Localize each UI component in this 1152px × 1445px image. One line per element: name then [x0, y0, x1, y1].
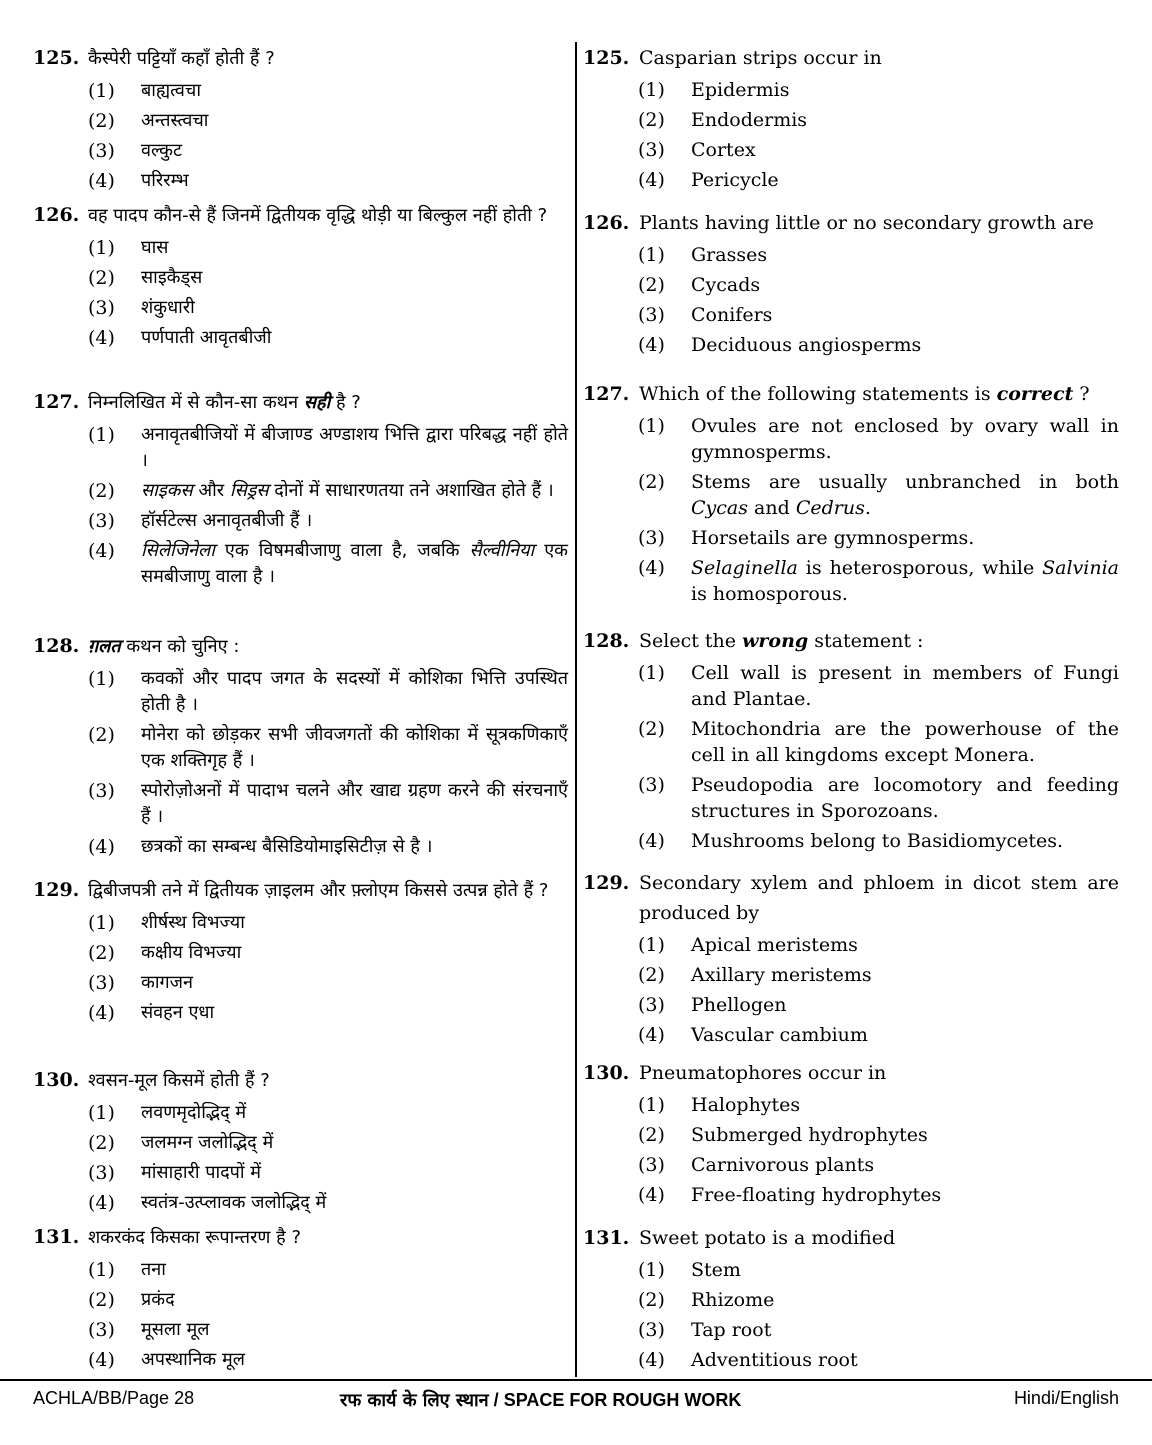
genus-name: Cedrus — [795, 497, 865, 519]
option — [88, 235, 568, 261]
option-text: Horsetails are gymnosperms. — [691, 527, 975, 549]
genus-name: सिड्रस — [229, 480, 269, 501]
option-text: कक्षीय विभज्या — [141, 942, 242, 963]
option-text: बाह्यत्वचा — [141, 80, 201, 101]
option-number: (1) — [88, 668, 115, 690]
emphasis-word: correct — [996, 383, 1074, 405]
option — [88, 778, 568, 830]
option-number: (1) — [88, 1259, 115, 1281]
option-text: Stem — [691, 1259, 741, 1281]
question-text: वह पादप कौन-से हैं जिनमें द्वितीयक वृद्धि थोड़ी या बिल्कुल नहीं होती ? — [88, 205, 548, 226]
option-text: तना — [141, 1259, 166, 1280]
option — [88, 538, 568, 590]
option-text: संवहन एधा — [141, 1002, 215, 1023]
question-number: 126. — [583, 212, 630, 234]
genus-name: सैल्वीनिया — [469, 540, 535, 561]
option-number: (4) — [88, 1192, 115, 1214]
question-number: 125. — [33, 47, 80, 69]
question-text — [639, 379, 1119, 409]
option-text: मोनेरा को छोड़कर सभी जीवजगतों की कोशिका में सूत्रकणिकाएँ एक शक्तिगृह हैं । — [141, 724, 568, 771]
option — [88, 78, 568, 104]
option-number: (2) — [638, 718, 665, 740]
option-text: Ovules are not enclosed by ovary wall in gymnosperms. — [691, 415, 1119, 463]
option-text: Tap root — [691, 1319, 772, 1341]
option-text: कवकों और पादप जगत के सदस्यों में कोशिका भित्ति उपस्थित होती है । — [141, 668, 568, 715]
option-number: (1) — [88, 80, 115, 102]
option-text: प्रकंद — [141, 1289, 175, 1310]
option-number: (2) — [88, 1132, 115, 1154]
option-text: Mushrooms belong to Basidiomycetes. — [691, 830, 1064, 852]
question-125-hi — [33, 44, 568, 194]
genus-name: साइकस — [141, 480, 193, 501]
option-text: शीर्षस्थ विभज्या — [141, 912, 245, 933]
question-text — [88, 632, 568, 662]
genus-name: Cycas — [691, 497, 748, 519]
rough-work-label — [340, 1388, 820, 1412]
question-128-en — [583, 626, 1119, 854]
option — [638, 242, 1119, 268]
question-number: 128. — [583, 630, 630, 652]
option-number: (1) — [88, 424, 115, 446]
option-text: कागजन — [141, 972, 193, 993]
option-text: Free-floating hydrophytes — [691, 1184, 942, 1206]
option — [88, 1130, 568, 1156]
option-text: लवणमृदोद्भिद् में — [141, 1102, 247, 1123]
option-text-part: और — [192, 480, 230, 501]
question-number: 130. — [33, 1069, 80, 1091]
option — [88, 1100, 568, 1126]
question-text: Plants having little or no secondary growth are — [639, 212, 1094, 234]
option-number: (2) — [88, 724, 115, 746]
question-126-en — [583, 208, 1119, 358]
separator: / — [488, 1390, 504, 1410]
genus-name: Selaginella — [691, 557, 798, 579]
option-number: (1) — [638, 662, 665, 684]
option-number: (4) — [88, 836, 115, 858]
question-number: 129. — [33, 879, 80, 901]
option — [638, 555, 1119, 607]
option — [88, 1160, 568, 1186]
option — [638, 1182, 1119, 1208]
option — [88, 940, 568, 966]
emphasis-word: ग़लत — [88, 636, 121, 657]
option-text-part: . — [864, 497, 871, 519]
option — [638, 1257, 1119, 1283]
option — [88, 1190, 568, 1216]
option-text: स्पोरोज़ोअनों में पादाभ चलने और खाद्य ग्रहण करने की संरचनाएँ हैं । — [141, 780, 568, 827]
option-number: (1) — [638, 934, 665, 956]
option-number: (2) — [638, 274, 665, 296]
option-text-part: एक विषमबीजाणु वाला है, जबकि — [214, 540, 470, 561]
option-text: Grasses — [691, 244, 768, 266]
option — [88, 168, 568, 194]
option-text-part: एक समबीजाणु वाला है । — [141, 540, 569, 587]
option-number: (3) — [638, 1154, 665, 1176]
genus-name: सिलेजिनेला — [141, 540, 215, 561]
option-text: स्वतंत्र-उत्प्लावक जलोद्भिद् में — [141, 1192, 327, 1213]
question-number: 131. — [583, 1227, 630, 1249]
language-label: Hindi/English — [1013, 1388, 1119, 1408]
option-number: (4) — [88, 170, 115, 192]
option-text: Apical meristems — [691, 934, 858, 956]
option-text-part: is homosporous. — [691, 583, 848, 605]
option — [88, 295, 568, 321]
option — [88, 478, 568, 504]
option — [638, 137, 1119, 163]
option-number: (2) — [638, 964, 665, 986]
option-text-part: is heterosporous, while — [797, 557, 1043, 579]
option-text: Deciduous angiosperms — [691, 334, 922, 356]
option-number: (4) — [88, 540, 115, 562]
option-number: (1) — [638, 244, 665, 266]
option-number: (3) — [638, 139, 665, 161]
option-number: (4) — [638, 1024, 665, 1046]
option-number: (4) — [88, 1002, 115, 1024]
option-number: (2) — [88, 942, 115, 964]
option-number: (4) — [88, 1349, 115, 1371]
option-number: (1) — [638, 1094, 665, 1116]
footer-divider — [0, 1379, 1152, 1381]
emphasis-word: wrong — [742, 630, 809, 652]
option-text: Cycads — [691, 274, 761, 296]
option — [638, 413, 1119, 465]
option — [638, 772, 1119, 824]
option-text: अपस्थानिक मूल — [141, 1349, 245, 1370]
option — [88, 265, 568, 291]
question-number: 126. — [33, 204, 80, 226]
option — [88, 1000, 568, 1026]
question-129-en — [583, 868, 1119, 1048]
option — [638, 167, 1119, 193]
option — [638, 302, 1119, 328]
option-number: (3) — [638, 304, 665, 326]
option — [638, 1022, 1119, 1048]
option-number: (4) — [638, 334, 665, 356]
option-number: (4) — [638, 1349, 665, 1371]
option-text: घास — [141, 237, 169, 258]
option-number: (2) — [88, 267, 115, 289]
rough-work-label-english: SPACE FOR ROUGH WORK — [503, 1390, 742, 1410]
option — [638, 107, 1119, 133]
option-number: (4) — [638, 830, 665, 852]
question-125-en — [583, 43, 1119, 193]
question-number: 131. — [33, 1226, 80, 1248]
option — [88, 1257, 568, 1283]
option — [638, 1152, 1119, 1178]
option-text: Pseudopodia are locomotory and feeding structures in Sporozoans. — [691, 774, 1119, 822]
option-text: Adventitious root — [691, 1349, 858, 1371]
option — [88, 722, 568, 774]
option-text: पर्णपाती आवृतबीजी — [141, 327, 272, 348]
option-text: Submerged hydrophytes — [691, 1124, 928, 1146]
option — [88, 1347, 568, 1373]
option-text — [141, 538, 568, 590]
question-130-hi — [33, 1066, 568, 1216]
option-text: Axillary meristems — [691, 964, 872, 986]
option-text — [141, 478, 568, 504]
question-129-hi — [33, 876, 568, 1026]
option — [88, 666, 568, 718]
question-number: 125. — [583, 47, 630, 69]
question-text-part: कथन को चुनिए : — [120, 636, 240, 657]
option-text: Phellogen — [691, 994, 787, 1016]
option-number: (3) — [638, 774, 665, 796]
option-number: (3) — [88, 780, 115, 802]
option — [88, 1317, 568, 1343]
option — [88, 910, 568, 936]
option-text: हॉर्सटेल्स अनावृतबीजी हैं । — [141, 510, 313, 531]
option-text: साइकैड्स — [141, 267, 203, 288]
option — [638, 1287, 1119, 1313]
option-text — [691, 555, 1119, 607]
question-text — [639, 626, 1119, 656]
option — [638, 272, 1119, 298]
question-127-en — [583, 379, 1119, 607]
question-number: 127. — [33, 391, 80, 413]
option — [638, 469, 1119, 521]
option-number: (3) — [638, 527, 665, 549]
option-text: परिरम्भ — [141, 170, 189, 191]
option-text: Pericycle — [691, 169, 779, 191]
option-text — [691, 469, 1119, 521]
option-text: Cell wall is present in members of Fungi and Plantae. — [691, 662, 1119, 710]
question-text-part: Select the — [639, 630, 743, 652]
option — [638, 1317, 1119, 1343]
question-128-hi — [33, 632, 568, 860]
question-text: Pneumatophores occur in — [639, 1062, 887, 1084]
option-number: (2) — [88, 110, 115, 132]
option — [638, 660, 1119, 712]
option-number: (3) — [638, 1319, 665, 1341]
option-text: Conifers — [691, 304, 773, 326]
option-text: अनावृतबीजियों में बीजाण्ड अण्डाशय भित्ति द्वारा परिबद्ध नहीं होते । — [141, 424, 568, 471]
option — [638, 1092, 1119, 1118]
question-number: 128. — [33, 635, 80, 657]
option-number: (2) — [638, 1289, 665, 1311]
option-text: अन्तस्त्वचा — [141, 110, 209, 131]
genus-name: Salvinia — [1042, 557, 1119, 579]
question-text-part: Which of the following statements is — [639, 383, 997, 405]
option — [88, 970, 568, 996]
option-text: Epidermis — [691, 79, 790, 101]
option-number: (3) — [88, 1162, 115, 1184]
question-127-hi — [33, 388, 568, 590]
question-126-hi — [33, 201, 568, 351]
question-130-en — [583, 1058, 1119, 1208]
option-number: (3) — [88, 972, 115, 994]
option — [88, 834, 568, 860]
question-131-hi — [33, 1223, 568, 1373]
option-number: (3) — [88, 140, 115, 162]
question-text: श्वसन-मूल किसमें होती हैं ? — [88, 1070, 270, 1091]
question-number: 130. — [583, 1062, 630, 1084]
option-number: (4) — [638, 169, 665, 191]
option-text: वल्कुट — [141, 140, 183, 161]
option-number: (3) — [88, 510, 115, 532]
option — [638, 525, 1119, 551]
option-text-part: Stems are usually unbranched in both — [691, 471, 1119, 493]
question-number: 129. — [583, 872, 630, 894]
question-text: शकरकंद किसका रूपान्तरण है ? — [88, 1227, 301, 1248]
option-text: Mitochondria are the powerhouse of the cell in all kingdoms except Monera. — [691, 718, 1119, 766]
option-number: (2) — [638, 109, 665, 131]
option-text: Rhizome — [691, 1289, 775, 1311]
question-text: कैस्पेरी पट्टियाँ कहाँ होती हैं ? — [88, 48, 275, 69]
question-text-part: है ? — [330, 392, 361, 413]
option — [88, 138, 568, 164]
question-text: Sweet potato is a modified — [639, 1227, 896, 1249]
option-text: छत्रकों का सम्बन्ध बैसिडियोमाइसिटीज़ से है । — [141, 836, 433, 857]
option-number: (4) — [88, 327, 115, 349]
option — [88, 1287, 568, 1313]
option — [88, 508, 568, 534]
option-text: शंकुधारी — [141, 297, 195, 318]
option-number: (4) — [638, 1184, 665, 1206]
option — [638, 716, 1119, 768]
question-number: 127. — [583, 383, 630, 405]
page-id: ACHLA/BB/Page 28 — [33, 1388, 195, 1408]
option — [638, 1347, 1119, 1373]
option-text: Endodermis — [691, 109, 808, 131]
option-text: Cortex — [691, 139, 756, 161]
option-text-part: दोनों में साधारणतया तने अशाखित होते हैं । — [268, 480, 554, 501]
option-text: Halophytes — [691, 1094, 801, 1116]
option-number: (2) — [638, 471, 665, 493]
option — [638, 962, 1119, 988]
option-number: (3) — [88, 297, 115, 319]
column-divider — [575, 42, 577, 1377]
question-text: Casparian strips occur in — [639, 47, 882, 69]
option — [88, 108, 568, 134]
option — [638, 828, 1119, 854]
question-text: Secondary xylem and phloem in dicot stem are produced by — [639, 872, 1119, 924]
option-text: मूसला मूल — [141, 1319, 210, 1340]
option-number: (1) — [638, 415, 665, 437]
option-number: (3) — [88, 1319, 115, 1341]
option-number: (2) — [88, 1289, 115, 1311]
option-text: Vascular cambium — [691, 1024, 868, 1046]
option — [638, 932, 1119, 958]
option-number: (1) — [88, 1102, 115, 1124]
option-number: (1) — [88, 912, 115, 934]
option-text: Carnivorous plants — [691, 1154, 875, 1176]
option — [638, 77, 1119, 103]
option-number: (3) — [638, 994, 665, 1016]
option-number: (1) — [638, 1259, 665, 1281]
option — [638, 332, 1119, 358]
option — [88, 422, 568, 474]
option — [638, 1122, 1119, 1148]
option-number: (1) — [638, 79, 665, 101]
option-number: (4) — [638, 557, 665, 579]
question-text-part: statement : — [808, 630, 924, 652]
option-text: मांसाहारी पादपों में — [141, 1162, 262, 1183]
question-text — [88, 388, 568, 418]
question-text-part: निम्नलिखित में से कौन-सा कथन — [88, 392, 304, 413]
emphasis-word: सही — [303, 392, 331, 413]
option — [638, 992, 1119, 1018]
option-number: (2) — [88, 480, 115, 502]
option-number: (2) — [638, 1124, 665, 1146]
question-text-part: ? — [1073, 383, 1090, 405]
option-text-part: and — [748, 497, 796, 519]
option — [88, 325, 568, 351]
question-text: द्विबीजपत्री तने में द्वितीयक ज़ाइलम और फ़्लोएम किससे उत्पन्न होते हैं ? — [88, 880, 549, 901]
option-text: जलमग्न जलोद्भिद् में — [141, 1132, 274, 1153]
option-number: (1) — [88, 237, 115, 259]
question-131-en — [583, 1223, 1119, 1373]
rough-work-label-hindi: रफ कार्य के लिए स्थान — [340, 1390, 489, 1411]
